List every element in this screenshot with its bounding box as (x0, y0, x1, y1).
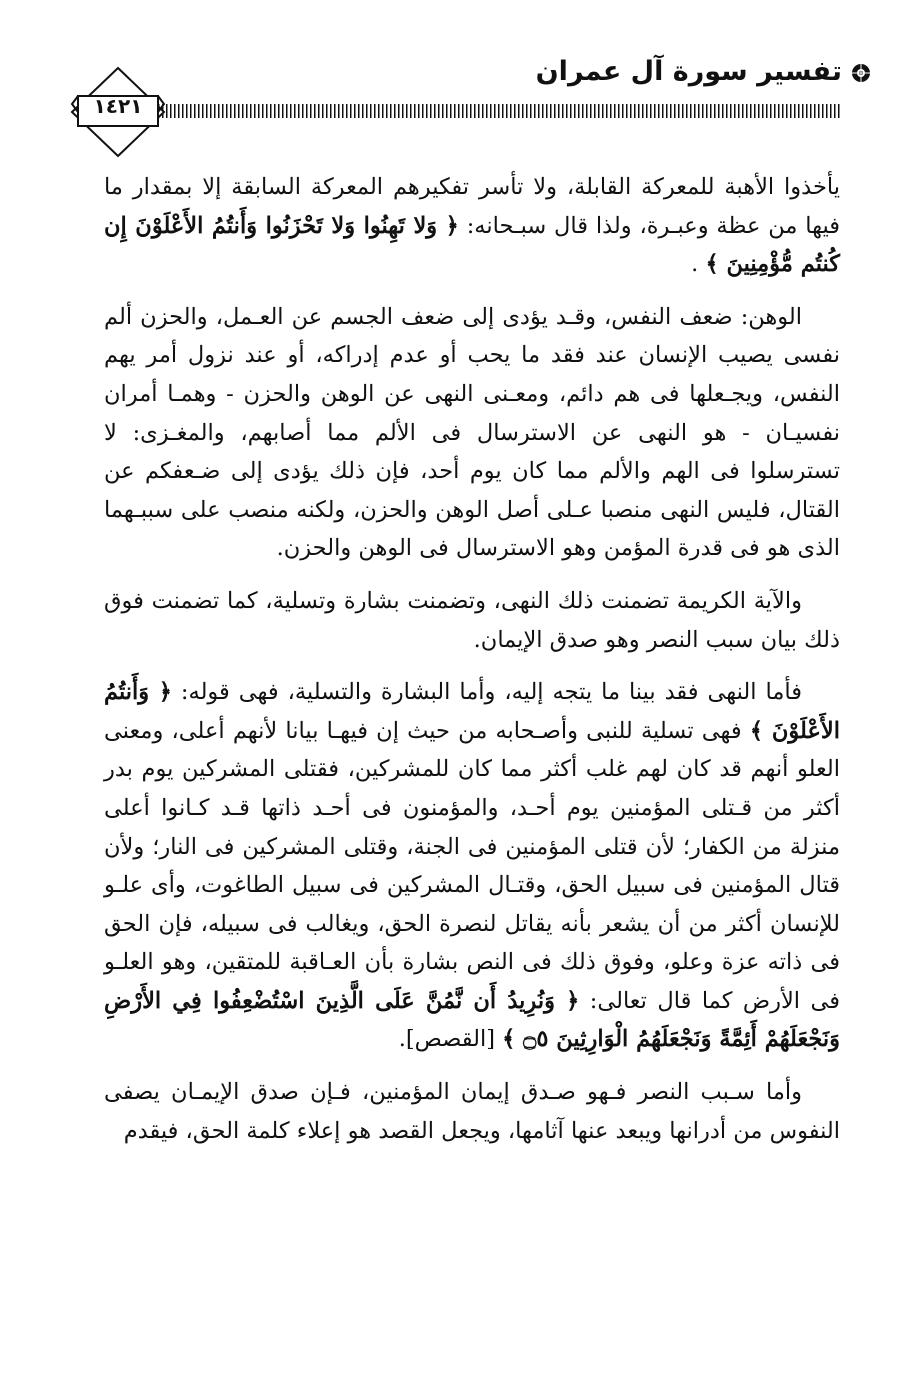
paragraph-5: وأما سـبب النصر فـهو صـدق إيمان المؤمنين، فـإن صدق الإيمـان يصفى النفوس من أدرانها ويبعد عنها آثامها، ويجعل القصد هو إعلاء كلمة الحق، فيقدم (104, 1079, 840, 1144)
body-text (104, 168, 840, 1164)
paragraph-1-text-b: . (691, 251, 706, 278)
paragraph-1-text-a: يأخذوا الأهبة للمعركة القابلة، ولا تأسر تفكيرهم المعركة السابقة إلا بمقدار ما فيها من عظة وعبـرة، ولذا قال سبـحانه: (104, 174, 840, 239)
quran-verse-1: ﴿ وَلا تَهِنُوا وَلا تَحْزَنُوا وَأَنتُمُ الأَعْلَوْنَ إِن كُنتُم مُّؤْمِنِينَ ﴾ (104, 212, 840, 278)
header-rule (150, 104, 840, 118)
page-number: ١٤٢١ (93, 94, 143, 118)
paragraph-3: والآية الكريمة تضمنت ذلك النهى، وتضمنت بشارة وتسلية، كما تضمنت فوق ذلك بيان سبب النصر وهو صدق الإيمان. (104, 587, 840, 653)
paragraph-1 (104, 168, 840, 284)
paragraph-2: الوهن: ضعف النفس، وقـد يؤدى إلى ضعف الجسم عن العـمل، والحزن ألم نفسى يصيب الإنسان عند فقد ما يحب أو عدم إدراكه، أو عند نزول أمر يهم النفس، ويجـعلها فى هم دائم، ومعـنى النهى عن الوهن والحزن - وهمـا أمران نفسيـان - هو النهى عن الاسترسال فى الألم مما أصابهم، والمغـزى: لا تسترسلوا فى الهم والألم مما كان يوم أحد، فإن ذلك يؤدى إلى ضـعفكم عن القتال، فليس النهى منصبا عـلى أصل الوهن والحزن، ولكنه منصب على سببـهما الذى هو فى قدرة المؤمن وهو الاسترسال فى الوهن والحزن. (104, 303, 840, 562)
page-header (0, 0, 920, 160)
paragraph-4 (104, 673, 840, 1059)
quran-verse-3: ﴿ وَنُرِيدُ أَن نَّمُنَّ عَلَى الَّذِينَ اسْتُضْعِفُوا فِي الأَرْضِ وَنَجْعَلَهُمْ أَئِمَّةً وَنَجْعَلَهُمُ الْوَارِثِينَ ۝٥ ﴾ (104, 987, 840, 1053)
paragraph-4-text-a: فأما النهى فقد بينا ما يتجه إليه، وأما البشارة والتسلية، فهى قوله: (171, 679, 802, 706)
paragraph-4-text-b: فهى تسلية للنبى وأصـحابه من حيث إن فيهـا بيانا لأنهم أعلى، ومعنى العلو أنهم قد كان لهم غلب أكثر مما كان للمشركين، فقتلى المشركين يوم بدر أكثر من قـتلى المؤمنين يوم أحـد، والمؤمنون فى أحـد ذاتها قـد كـانوا أعلى منزلة من الكفار؛ لأن قتلى المؤمنين فى الجنة، وقتلى المشركين فى النار؛ ولأن قتال المؤمنين فى سبيل الحق، وقتـال المشركين فى سبيل الطاغوت، وأى علـو للإنسان أكثر من أن يشعر بأنه يقاتل لنصرة الحق، ويغالب فى سبيله، فإن الحق فى ذاته عزة وعلو، وفوق ذلك فى النص بشارة بأن العـاقبة للمتقين، وهو العلـو فى الأرض كما قال تعالى: (104, 717, 840, 1014)
flower-ornament-icon (850, 62, 872, 84)
quran-verse-2: ﴿ وَأَنتُمُ الأَعْلَوْنَ ﴾ (104, 679, 841, 744)
running-title: تفسير سورة آل عمران (535, 56, 842, 87)
sura-reference: [القصص]. (398, 1026, 503, 1053)
